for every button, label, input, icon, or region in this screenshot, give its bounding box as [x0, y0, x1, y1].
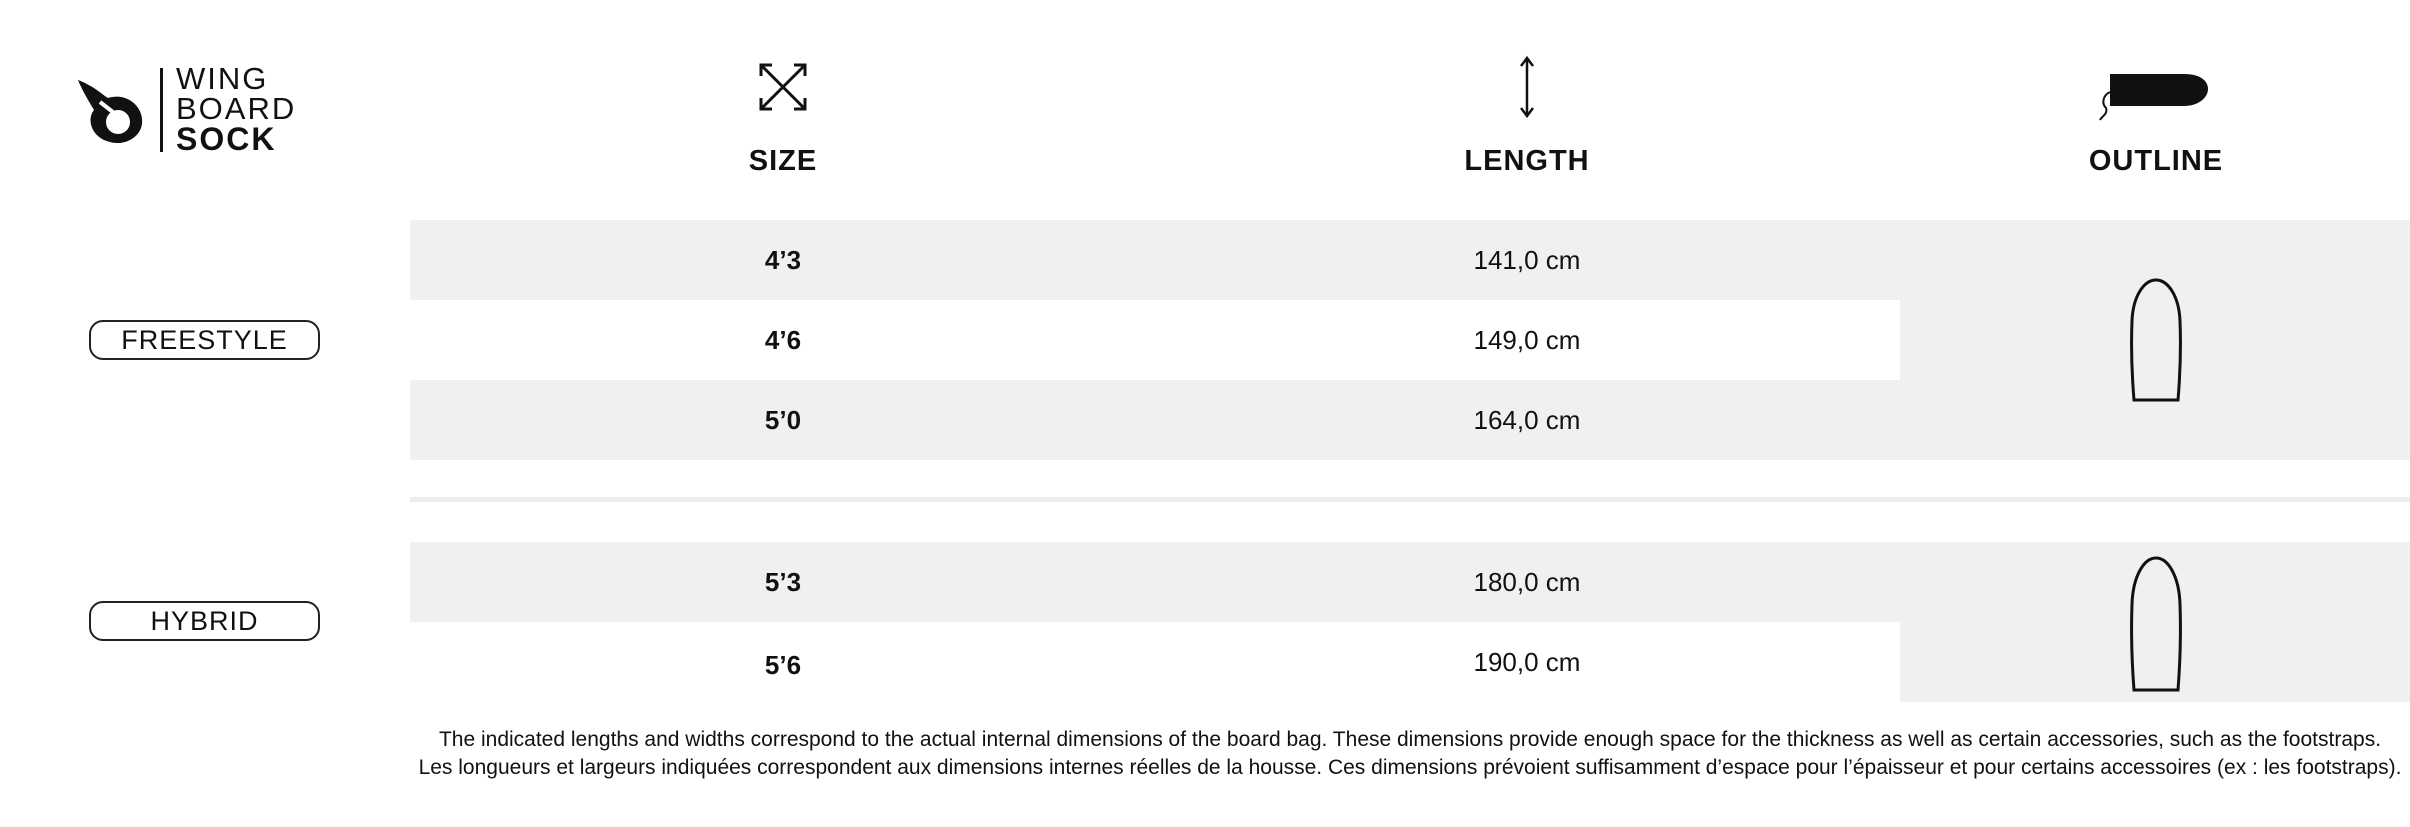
length-cell: 164,0 cm: [1473, 405, 1581, 435]
brand-line-3: SOCK: [176, 121, 277, 157]
board-outline-icon: [2128, 276, 2184, 404]
footnote-english: The indicated lengths and widths correspond to the actual internal dimensions of the board bag. These dimensions provide enough space for the thickness as well as certain accessories, such as the footstraps.: [438, 728, 2382, 751]
vertical-arrow-icon: [1516, 55, 1538, 119]
brand-logo-icon: [74, 76, 146, 146]
logo-divider: [160, 68, 163, 152]
size-cell: 5’3: [764, 567, 802, 597]
length-column-header: LENGTH: [1464, 145, 1590, 177]
footnote-french: Les longueurs et largeurs indiquées correspondent aux dimensions internes réelles de la housse. Ces dimensions prévoient suffisamment d’espace pour l’épaisseur et pour certains accessoires (ex : les footstraps).: [418, 756, 2402, 779]
size-cell: 5’6: [764, 650, 802, 680]
board-outline-icon: [2128, 554, 2184, 694]
size-cell: 5’0: [764, 405, 802, 435]
brand-wordmark: [176, 61, 297, 157]
section-separator: [410, 497, 2410, 502]
length-cell: 149,0 cm: [1473, 325, 1581, 355]
size-cell: 4’6: [764, 325, 802, 355]
outline-column-header: OUTLINE: [2088, 145, 2224, 177]
length-cell: 190,0 cm: [1473, 647, 1581, 677]
brand-line-1: WING: [176, 61, 269, 96]
brand-line-2: BOARD: [176, 91, 297, 126]
diagonal-arrows-icon: [756, 60, 810, 114]
length-cell: 141,0 cm: [1473, 245, 1581, 275]
length-cell: 180,0 cm: [1473, 567, 1581, 597]
category-label-hybrid: HYBRID: [89, 601, 320, 641]
board-bag-icon: [2098, 70, 2210, 122]
footnote: [410, 726, 2410, 782]
size-column-header: SIZE: [748, 145, 818, 177]
category-label-freestyle: FREESTYLE: [89, 320, 320, 360]
size-cell: 4’3: [764, 245, 802, 275]
